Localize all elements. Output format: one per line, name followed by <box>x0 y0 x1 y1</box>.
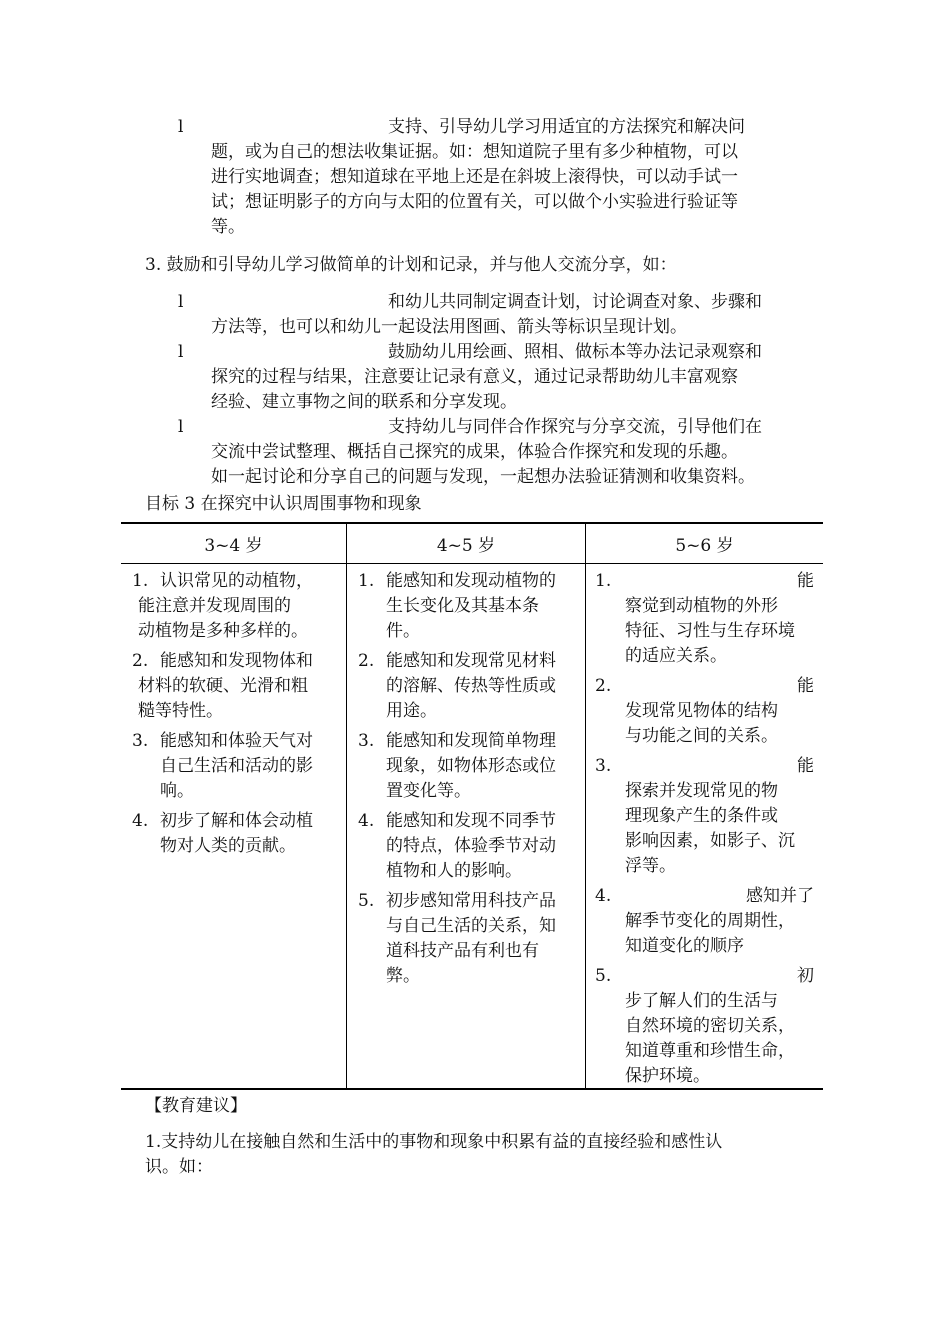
bullet-marker: l <box>178 417 184 437</box>
item-number: 4. <box>595 886 612 906</box>
item-text-line: 特征、习性与生存环境 <box>625 621 795 641</box>
item-text-line: 动植物是多种多样的。 <box>138 621 308 641</box>
item-text-line: 能感知和发现常见材料 <box>386 651 556 671</box>
item-text-line: 糙等特性。 <box>138 701 223 721</box>
item-number: 5. <box>358 891 375 911</box>
table-top-rule <box>121 522 823 524</box>
bullet-marker: l <box>178 292 184 312</box>
item-text-line: 自己生活和活动的影 <box>160 756 313 776</box>
item-text-line: 知道变化的顺序 <box>625 936 744 956</box>
item-text-lead: 能 <box>797 571 814 591</box>
list-item <box>358 809 580 884</box>
goal-title: 目标 3 在探究中认识周围事物和现象 <box>145 494 422 514</box>
bullet-marker: l <box>178 342 184 362</box>
item-number: 1. <box>132 571 149 591</box>
column-header-3-4: 3~4 岁 <box>204 536 263 556</box>
item-number: 1. <box>358 571 375 591</box>
item-text-line: 察觉到动植物的外形 <box>625 596 778 616</box>
table-col-divider <box>585 523 586 1089</box>
list-item <box>132 569 342 644</box>
column-header-5-6: 5~6 岁 <box>675 536 734 556</box>
item-text-lead: 能 <box>797 676 814 696</box>
list-item <box>595 569 814 669</box>
item-text-line: 响。 <box>160 781 194 801</box>
list-item <box>358 649 580 724</box>
item-text-line: 能感知和发现物体和 <box>160 651 313 671</box>
list-item <box>595 754 814 879</box>
item-number: 4. <box>358 811 375 831</box>
column-4-5-list <box>358 569 580 994</box>
item-text-line: 解季节变化的周期性， <box>625 911 795 931</box>
list-item <box>595 964 814 1089</box>
point-3-heading: 3. 鼓励和引导幼儿学习做简单的计划和记录，并与他人交流分享，如： <box>145 255 677 275</box>
bullet-line: 题，或为自己的想法收集证据。如：想知道院子里有多少种植物，可以 <box>211 142 738 162</box>
item-text-line: 初步了解和体会动植 <box>160 811 313 831</box>
bullet-line: 方法等，也可以和幼儿一起设法用图画、箭头等标识呈现计划。 <box>211 317 687 337</box>
item-text-line: 与功能之间的关系。 <box>625 726 778 746</box>
item-number: 3. <box>132 731 149 751</box>
item-number: 2. <box>358 651 375 671</box>
item-number: 4. <box>132 811 149 831</box>
item-text-line: 理现象产生的条件或 <box>625 806 778 826</box>
item-text-lead: 感知并了 <box>746 886 814 906</box>
item-text-line: 能注意并发现周围的 <box>138 596 291 616</box>
item-text-line: 道科技产品有利也有 <box>386 941 539 961</box>
item-text-line: 影响因素，如影子、沉 <box>625 831 795 851</box>
item-text-line: 能感知和发现动植物的 <box>386 571 556 591</box>
column-5-6-list <box>595 569 814 1094</box>
list-item <box>595 884 814 959</box>
item-text-line: 浮等。 <box>625 856 676 876</box>
item-text-line: 发现常见物体的结构 <box>625 701 778 721</box>
bullet-line: 试；想证明影子的方向与太阳的位置有关，可以做个小实验进行验证等 <box>211 192 738 212</box>
list-item <box>595 674 814 749</box>
item-text-line: 置变化等。 <box>386 781 471 801</box>
item-text-line: 认识常见的动植物， <box>160 571 313 591</box>
list-item <box>132 729 342 804</box>
item-text-line: 物对人类的贡献。 <box>160 836 296 856</box>
item-number: 3. <box>595 756 612 776</box>
item-text-line: 材料的软硬、光滑和粗 <box>138 676 308 696</box>
item-text-line: 现象，如物体形态或位 <box>386 756 556 776</box>
item-number: 3. <box>358 731 375 751</box>
edu-section-title: 【教育建议】 <box>145 1096 247 1116</box>
item-text-line: 的特点，体验季节对动 <box>386 836 556 856</box>
column-3-4-list <box>132 569 342 864</box>
table-header-rule <box>121 563 823 564</box>
bullet-line: 如一起讨论和分享自己的问题与发现，一起想办法验证猜测和收集资料。 <box>211 467 755 487</box>
item-text-line: 知道尊重和珍惜生命， <box>625 1041 795 1061</box>
table-col-divider <box>346 523 347 1089</box>
item-text-line: 探索并发现常见的物 <box>625 781 778 801</box>
item-text-line: 保护环境。 <box>625 1066 710 1086</box>
item-text-line: 弊。 <box>386 966 420 986</box>
list-item <box>132 809 342 859</box>
item-text-line: 生长变化及其基本条 <box>386 596 539 616</box>
bullet-line: 支持、引导幼儿学习用适宜的方法探究和解决问 <box>388 117 745 137</box>
list-item <box>358 889 580 989</box>
item-number: 1. <box>595 571 612 591</box>
item-text-lead: 初 <box>797 966 814 986</box>
item-number: 2. <box>595 676 612 696</box>
edu-point-1-line: 识。如： <box>145 1157 213 1177</box>
list-item <box>358 569 580 644</box>
item-text-line: 初步感知常用科技产品 <box>386 891 556 911</box>
item-text-line: 的适应关系。 <box>625 646 727 666</box>
item-text-line: 能感知和发现简单物理 <box>386 731 556 751</box>
bullet-line: 鼓励幼儿用绘画、照相、做标本等办法记录观察和 <box>388 342 762 362</box>
item-text-line: 件。 <box>386 621 420 641</box>
item-text-line: 的溶解、传热等性质或 <box>386 676 556 696</box>
list-item <box>132 649 342 724</box>
list-item <box>358 729 580 804</box>
edu-point-1-line: 1.支持幼儿在接触自然和生活中的事物和现象中积累有益的直接经验和感性认 <box>145 1132 723 1152</box>
bullet-line: 进行实地调查；想知道球在平地上还是在斜坡上滚得快，可以动手试一 <box>211 167 738 187</box>
item-text-line: 步了解人们的生活与 <box>625 991 778 1011</box>
column-header-4-5: 4~5 岁 <box>436 536 496 556</box>
item-number: 2. <box>132 651 149 671</box>
item-text-line: 用途。 <box>386 701 437 721</box>
item-text-line: 能感知和体验天气对 <box>160 731 313 751</box>
bullet-line: 探究的过程与结果，注意要让记录有意义，通过记录帮助幼儿丰富观察 <box>211 367 738 387</box>
item-text-line: 能感知和发现不同季节 <box>386 811 556 831</box>
bullet-line: 交流中尝试整理、概括自己探究的成果，体验合作探究和发现的乐趣。 <box>211 442 738 462</box>
bullet-line: 支持幼儿与同伴合作探究与分享交流，引导他们在 <box>388 417 762 437</box>
item-text-line: 与自己生活的关系，知 <box>386 916 556 936</box>
item-text-line: 植物和人的影响。 <box>386 861 522 881</box>
bullet-line: 和幼儿共同制定调查计划，讨论调查对象、步骤和 <box>388 292 762 312</box>
bullet-line: 经验、建立事物之间的联系和分享发现。 <box>211 392 517 412</box>
bullet-marker: l <box>178 117 184 137</box>
item-number: 5. <box>595 966 612 986</box>
item-text-line: 自然环境的密切关系， <box>625 1016 795 1036</box>
bullet-line: 等。 <box>211 217 245 237</box>
item-text-lead: 能 <box>797 756 814 776</box>
